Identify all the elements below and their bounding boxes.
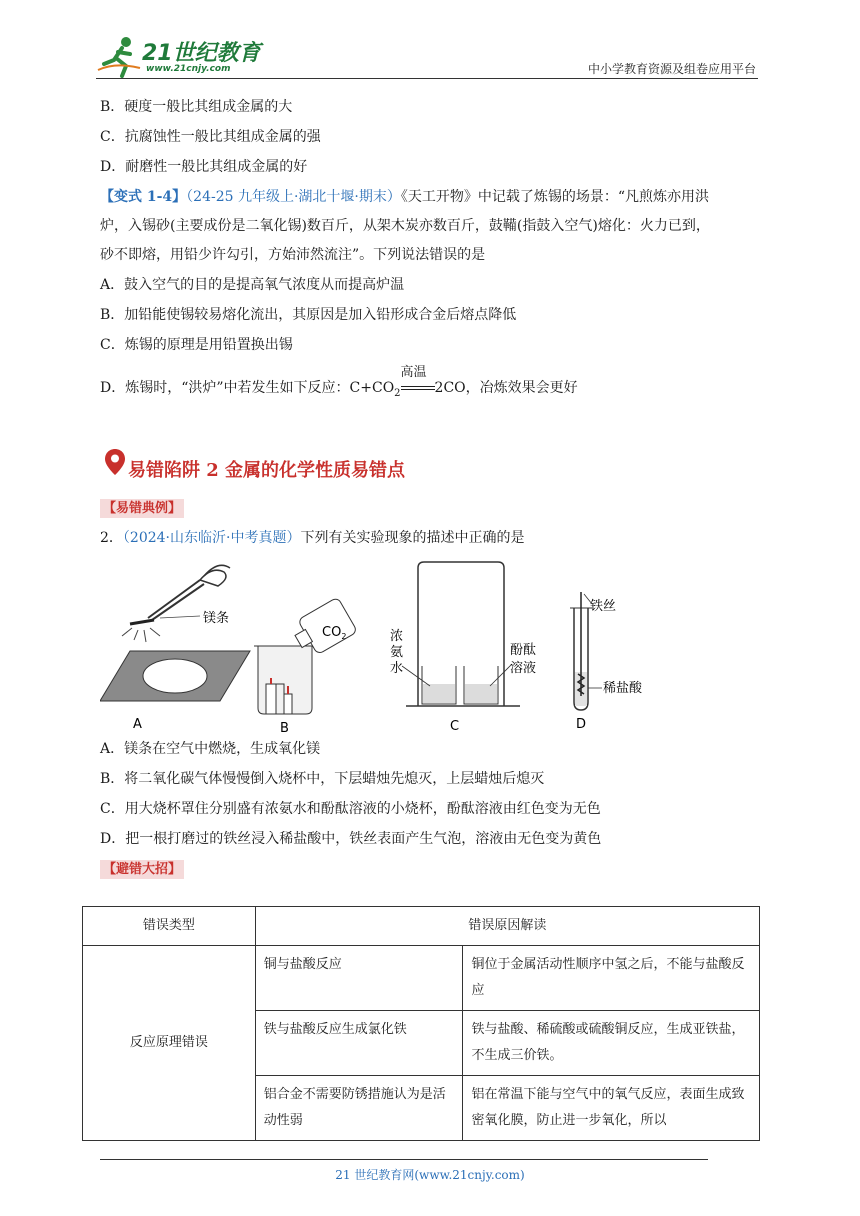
table-error-cell: 铜与盐酸反应 bbox=[255, 946, 463, 1011]
table-reason-cell: 铁与盐酸、稀硫酸或硫酸铜反应，生成亚铁盐，不生成三价铁。 bbox=[463, 1011, 760, 1076]
diagram-letter-b: B bbox=[280, 721, 289, 736]
platform-name: 中小学教育资源及组卷应用平台 bbox=[587, 62, 756, 76]
q1-option-d: D．耐磨性一般比其组成金属的好 bbox=[100, 159, 308, 175]
q2-number: 2． bbox=[100, 530, 123, 546]
q2-option-a: A．镁条在空气中燃烧，生成氧化镁 bbox=[100, 741, 321, 757]
typical-example-tag: 【易错典例】 bbox=[100, 499, 184, 518]
table-header-row bbox=[83, 907, 760, 946]
table-error-cell: 铁与盐酸反应生成氯化铁 bbox=[255, 1011, 463, 1076]
q1-option-c: C．抗腐蚀性一般比其组成金属的强 bbox=[100, 129, 321, 145]
diagram-c-left-label-3: 水 bbox=[390, 661, 404, 676]
diagram-b bbox=[254, 597, 358, 714]
q1-option-b: B．硬度一般比其组成金属的大 bbox=[100, 99, 293, 115]
avoid-tag-row bbox=[100, 859, 184, 879]
diagram-c-right-label-2: 溶液 bbox=[510, 661, 537, 676]
footer-text: 21 世纪教育网(www.21cnjy.com) bbox=[335, 1168, 525, 1182]
diagram-c-left-label-2: 氨 bbox=[390, 645, 404, 660]
reaction-condition: 高温 bbox=[400, 365, 427, 380]
header-logo bbox=[96, 34, 266, 80]
variant-tag: 【变式 1-4】 bbox=[100, 189, 187, 205]
table-category: 反应原理错误 bbox=[83, 946, 256, 1141]
section-title: 易错陷阱 2 金属的化学性质易错点 bbox=[128, 460, 406, 481]
experiment-diagram bbox=[100, 556, 700, 736]
avoid-tag: 【避错大招】 bbox=[100, 860, 184, 879]
table-error-cell: 铝合金不需要防锈措施认为是活动性弱 bbox=[255, 1076, 463, 1141]
q2-option-b: B．将二氧化碳气体慢慢倒入烧杯中，下层蜡烛先熄灭，上层蜡烛后熄灭 bbox=[100, 771, 545, 787]
diagram-a bbox=[100, 565, 250, 701]
logo-text: 21世纪教育 bbox=[142, 41, 261, 66]
diagram-c bbox=[402, 562, 520, 706]
variant-line-3: 砂不即熔，用铅少许勾引，方始沛然流注”。下列说法错误的是 bbox=[100, 247, 486, 263]
variant-option-d bbox=[100, 365, 578, 404]
runner-logo-icon bbox=[96, 34, 142, 78]
option-d-sub: 2 bbox=[394, 387, 401, 399]
table-reason-cell: 铝在常温下能与空气中的氧气反应，表面生成致密氧化膜，防止进一步氧化，所以 bbox=[463, 1076, 760, 1141]
diagram-c-left-label-1: 浓 bbox=[390, 629, 404, 644]
diagram-c-right-label-1: 酚酞 bbox=[510, 643, 537, 658]
diagram-b-gas: $CO_2$ bbox=[322, 625, 347, 641]
diagram-d-side-label: 稀盐酸 bbox=[603, 681, 643, 696]
variant-line-2: 炉，入锡砂(主要成份是二氧化锡)数百斤，从架木炭亦数百斤，鼓鞴(指鼓入空气)熔化：火力已到， bbox=[100, 218, 710, 234]
option-d-prefix: D．炼锡时，“洪炉”中若发生如下反应：C+CO bbox=[100, 380, 395, 396]
diagram-a-label: 镁条 bbox=[203, 611, 230, 626]
variant-source: （24-25 九年级上·湖北十堰·期末） bbox=[186, 189, 401, 205]
tongs-icon bbox=[148, 580, 204, 620]
table-row bbox=[83, 946, 760, 1011]
diagram-letter-a: A bbox=[133, 717, 142, 732]
table-header-reason: 错误原因解读 bbox=[255, 907, 759, 946]
q2-option-c: C．用大烧杯罩住分别盛有浓氨水和酚酞溶液的小烧杯，酚酞溶液由红色变为无色 bbox=[100, 801, 601, 817]
q2-option-d: D．把一根打磨过的铁丝浸入稀盐酸中，铁丝表面产生气泡，溶液由无色变为黄色 bbox=[100, 831, 602, 847]
q2-source: （2024·山东临沂·中考真题） bbox=[122, 530, 301, 546]
typical-example-tag-row bbox=[100, 498, 184, 518]
variant-option-a: A．鼓入空气的目的是提高氧气浓度从而提高炉温 bbox=[100, 277, 405, 293]
diagram-letter-c: C bbox=[450, 719, 460, 734]
location-pin-icon bbox=[104, 448, 126, 476]
variant-option-c: C．炼锡的原理是用铅置换出锡 bbox=[100, 337, 293, 353]
variant-text-1: 《天工开物》中记载了炼锡的场景：“凡煎炼亦用洪 bbox=[400, 189, 710, 205]
footer-divider bbox=[100, 1159, 708, 1160]
reaction-arrow bbox=[400, 365, 435, 395]
error-table bbox=[82, 906, 760, 1141]
table-header-type: 错误类型 bbox=[83, 907, 256, 946]
table-reason-cell: 铜位于金属活动性顺序中氢之后，不能与盐酸反应 bbox=[463, 946, 760, 1011]
diagram-letter-d: D bbox=[576, 717, 587, 732]
q2-stem: 下列有关实验现象的描述中正确的是 bbox=[300, 530, 525, 546]
option-d-suffix: 2CO，冶炼效果会更好 bbox=[434, 380, 578, 396]
logo-url: www.21cnjy.com bbox=[146, 64, 231, 74]
q2-stem-row bbox=[100, 528, 524, 548]
diagram-d-top-label: 铁丝 bbox=[590, 599, 617, 614]
variant-option-b: B．加铅能使锡较易熔化流出，其原因是加入铅形成合金后熔点降低 bbox=[100, 307, 517, 323]
variant-line-1 bbox=[100, 187, 709, 207]
header-divider bbox=[96, 78, 758, 79]
